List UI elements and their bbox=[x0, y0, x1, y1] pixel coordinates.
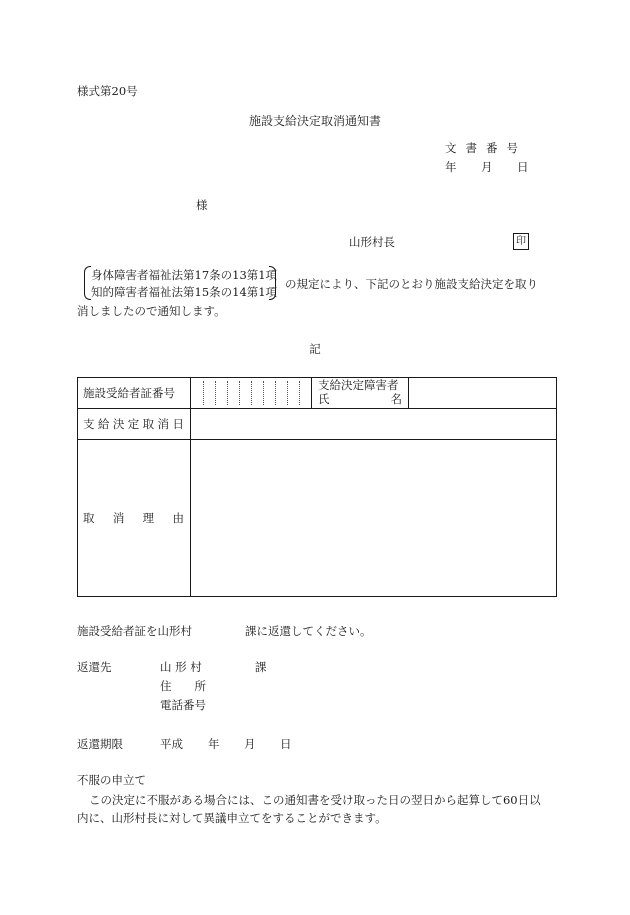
return-instruction-text: 施設受給者証を山形村 bbox=[77, 624, 192, 638]
addressee-suffix: 様 bbox=[196, 198, 208, 212]
deadline-day: 日 bbox=[280, 737, 292, 751]
recipient-name-label-line2 bbox=[318, 393, 408, 407]
cancellation-reason-field[interactable] bbox=[191, 440, 557, 597]
address-label: 住 所 bbox=[160, 679, 206, 693]
deadline-era: 平成 bbox=[160, 737, 183, 751]
recipient-name-field[interactable] bbox=[409, 378, 557, 409]
recipient-name-label bbox=[312, 378, 409, 409]
return-destination-label: 返還先 bbox=[77, 660, 112, 674]
recipient-name-label-line1: 支給決定障害者 bbox=[318, 378, 399, 393]
return-deadline-label: 返還期限 bbox=[77, 737, 123, 751]
table-row bbox=[78, 440, 557, 597]
document-title: 施設支給決定取消通知書 bbox=[248, 114, 381, 128]
left-bracket bbox=[84, 266, 91, 300]
date-year-label: 年 bbox=[445, 160, 457, 174]
cancellation-date-field[interactable] bbox=[191, 409, 557, 440]
document-number-label: 文書番号 bbox=[445, 141, 527, 155]
date-month-label: 月 bbox=[481, 160, 493, 174]
phone-label: 電話番号 bbox=[160, 698, 206, 712]
details-table bbox=[77, 377, 557, 597]
return-destination-name: 山 形 村 bbox=[160, 660, 202, 674]
table-row bbox=[78, 378, 557, 409]
body-text-line-1: の規定により、下記のとおり施設支給決定を取り bbox=[285, 277, 538, 291]
certificate-number-label: 施設受給者証番号 bbox=[78, 378, 191, 409]
issuer-name: 山形村長 bbox=[349, 235, 395, 249]
table-row bbox=[78, 409, 557, 440]
cancellation-reason-label: 取 消 理 由 bbox=[78, 440, 191, 597]
return-instruction bbox=[77, 624, 372, 638]
certificate-number-field[interactable] bbox=[191, 378, 312, 409]
body-text-line-2: 消しましたので通知します。 bbox=[77, 304, 226, 318]
cancellation-date-label: 支 給 決 定 取 消 日 bbox=[78, 409, 191, 440]
form-number: 様式第20号 bbox=[77, 84, 138, 98]
appeal-text-line-2: 内に、山形村長に対して異議申立てをすることができます。 bbox=[77, 811, 387, 825]
name-label-mei: 名 bbox=[390, 392, 402, 406]
return-destination-section: 課 bbox=[255, 660, 267, 674]
deadline-month: 月 bbox=[244, 737, 256, 751]
name-label-shi: 氏 bbox=[318, 392, 330, 406]
ki-heading: 記 bbox=[309, 342, 321, 356]
appeal-text-line-1: この決定に不服がある場合には、この通知書を受け取った日の翌日から起算して60日以 bbox=[89, 793, 541, 807]
law-option-1: 身体障害者福祉法第17条の13第1項 bbox=[91, 268, 278, 282]
law-option-2: 知的障害者福祉法第15条の14第1項 bbox=[91, 285, 278, 299]
deadline-year: 年 bbox=[208, 737, 220, 751]
date-day-label: 日 bbox=[517, 160, 529, 174]
appeal-heading: 不服の申立て bbox=[77, 773, 146, 787]
return-instruction-section: 課に返還してください。 bbox=[245, 624, 372, 638]
seal-mark: 印 bbox=[513, 233, 529, 250]
